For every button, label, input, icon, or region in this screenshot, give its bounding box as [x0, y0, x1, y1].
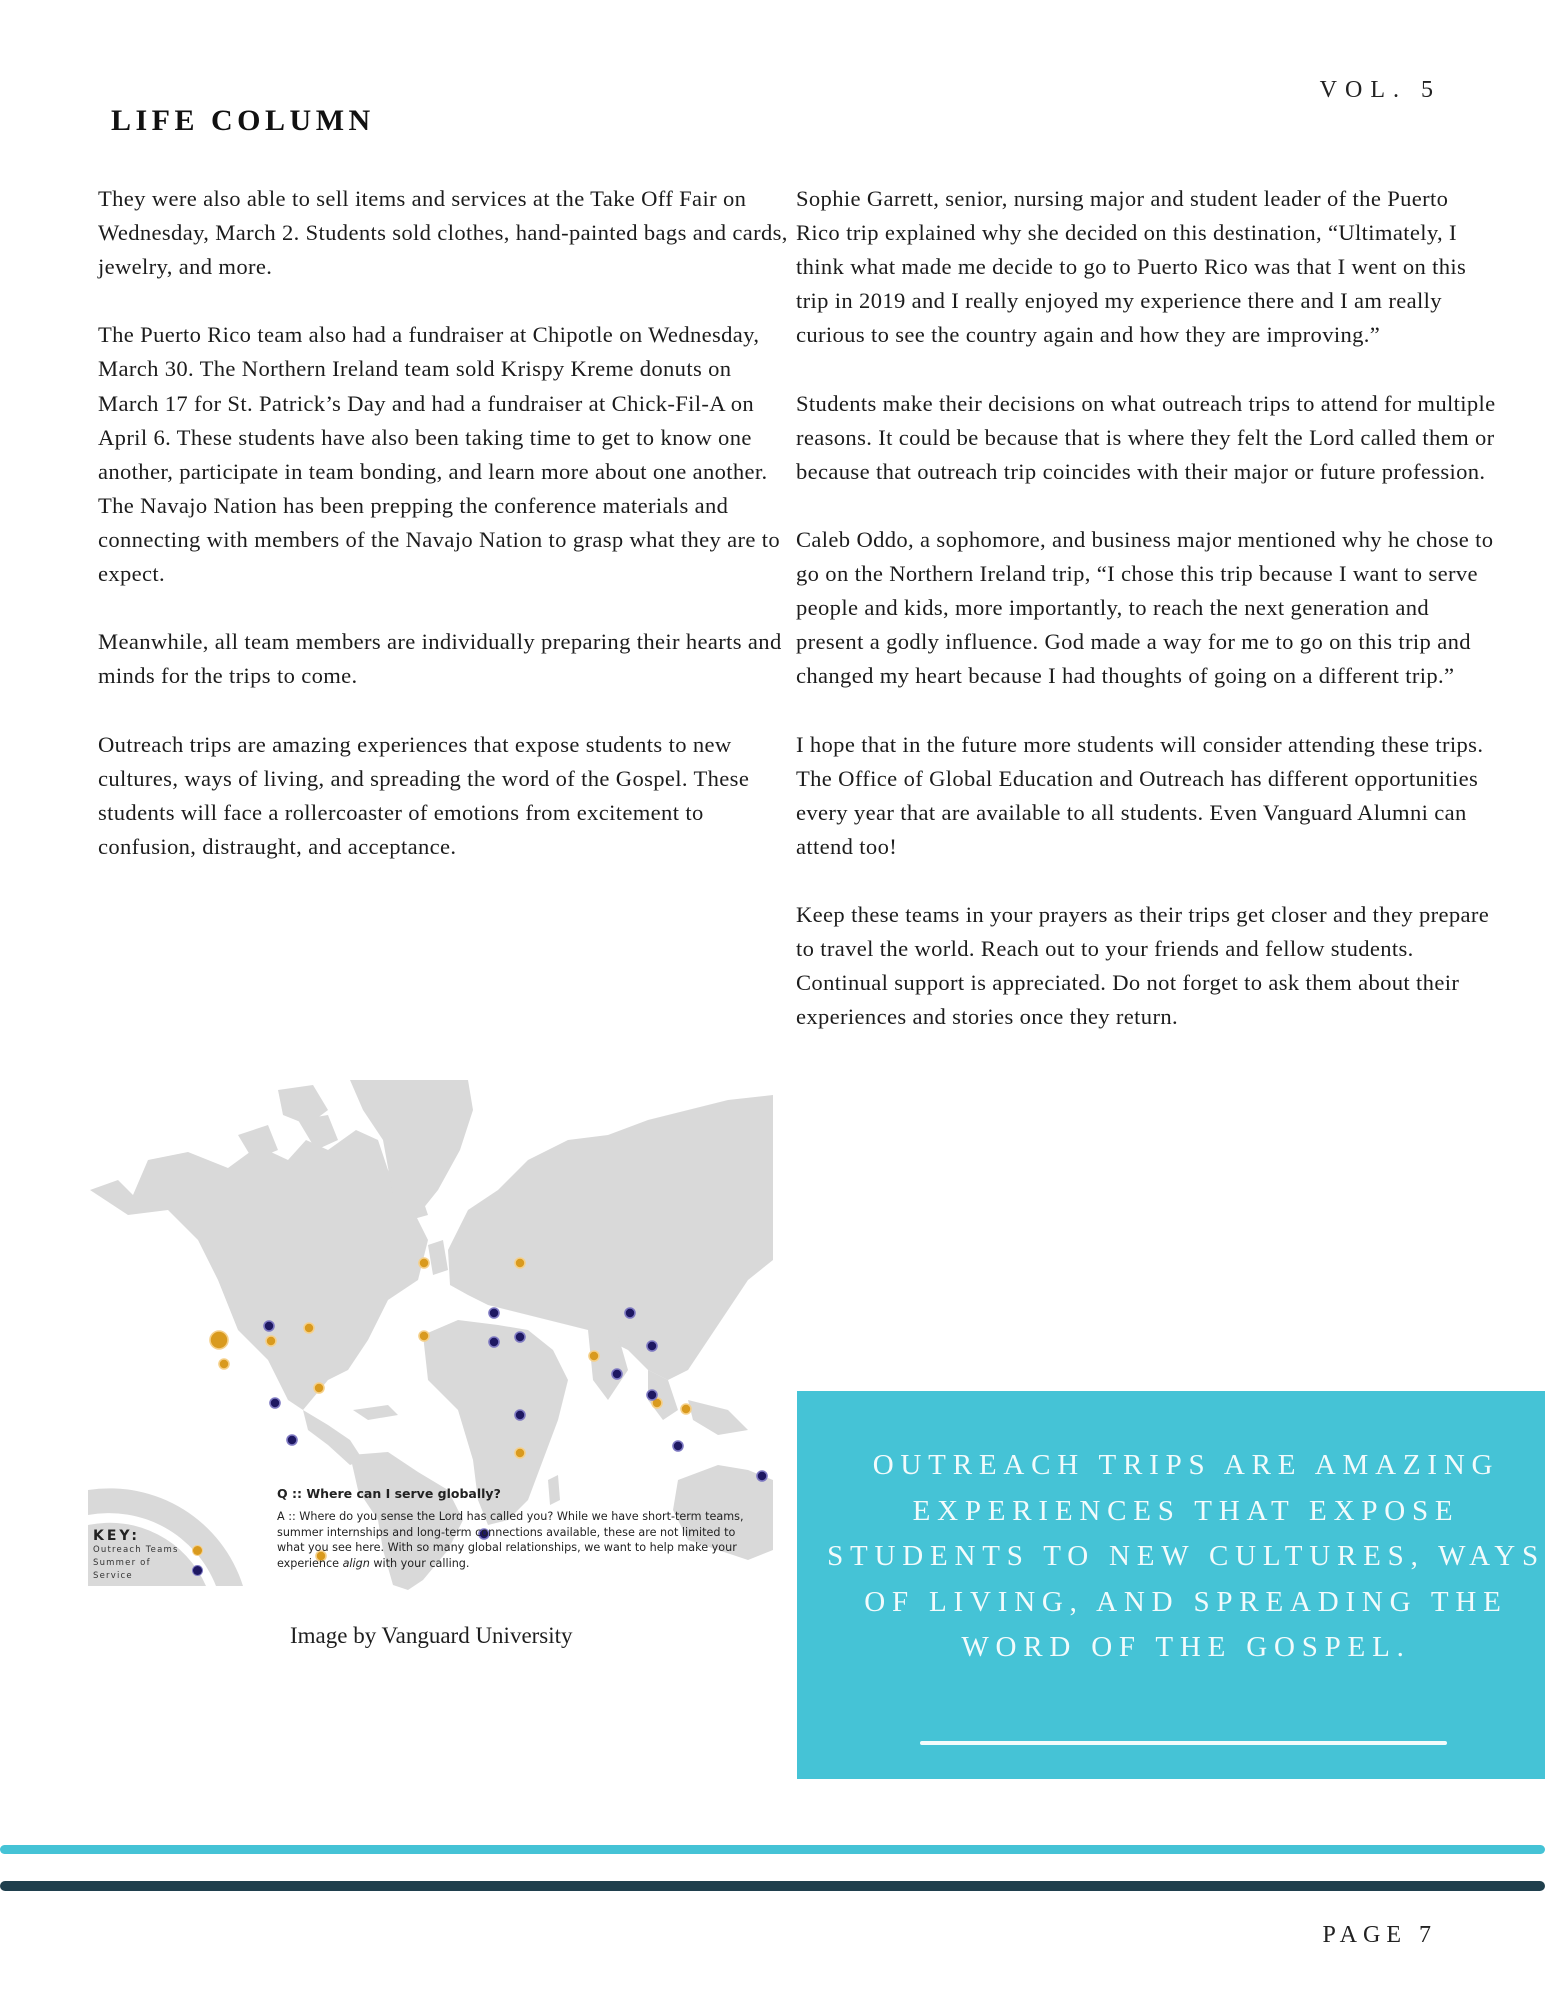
- pull-quote-text: OUTREACH TRIPS ARE AMAZING EXPERIENCES THAT EXPOSE STUDENTS TO NEW CULTURES, WAYS OF LIVING, AND SPREADING THE WORD OF THE GOSPEL.: [827, 1449, 1545, 1663]
- paragraph: I hope that in the future more students will consider attending these trips. The Office of Global Education and Outreach has different opportunities every year that are available to all students. Even Vanguard Alumni can attend too!: [796, 731, 1484, 859]
- paragraph: Meanwhile, all team members are individually preparing their hearts and minds for the trips to come.: [98, 629, 782, 689]
- paragraph: Outreach trips are amazing experiences that expose students to new cultures, ways of living, and spreading the word of the Gospel. These students will face a rollercoaster of emotions from excitement to confusion, distraught, and acceptance.: [98, 731, 750, 859]
- page-number: PAGE 7: [1322, 1922, 1437, 1948]
- paragraph: They were also able to sell items and services at the Take Off Fair on Wednesday, March 2. Students sold clothes, hand-painted bags and cards, jewelry, and more.: [98, 186, 788, 280]
- map-answer: [277, 1509, 762, 1571]
- map-question: Q :: Where can I serve globally?: [277, 1486, 501, 1501]
- answer-text: with your calling.: [369, 1556, 470, 1570]
- key-title: KEY:: [93, 1528, 140, 1544]
- paragraph: Students make their decisions on what outreach trips to attend for multiple reasons. It could be because that is where they felt the Lord called them or because that outreach trip coincides with their major or future profession.: [796, 390, 1496, 484]
- paragraph: Caleb Oddo, a sophomore, and business major mentioned why he chose to go on the Northern Ireland trip, “I chose this trip because I want to serve people and kids, more importantly, to reach the next generation and present a godly influence. God made a way for me to go on this trip and changed my heart because I had thoughts of going on a different trip.”: [796, 526, 1494, 689]
- article-right-column: [796, 182, 1496, 1068]
- paragraph: The Puerto Rico team also had a fundraiser at Chipotle on Wednesday, March 30. The Northern Ireland team sold Krispy Kreme donuts on March 17 for St. Patrick’s Day and had a fundraiser at Chick-Fil-A on April 6. These students have also been taking time to get to know one another, participate in team bonding, and learn more about one another. The Navajo Nation has been prepping the conference materials and connecting with members of the Navajo Nation to grasp what they are to expect.: [98, 322, 781, 587]
- image-caption: Image by Vanguard University: [290, 1623, 573, 1648]
- footer-dark-bar: [0, 1881, 1545, 1891]
- answer-text: A :: Where do you sense the Lord has called you? While we have short-term teams, summer internships and long-term connections available, these are not limited to what you see here. With so many global relationships, we want to help make your experience: [277, 1510, 744, 1570]
- key-label: Summer of Service: [93, 1558, 151, 1581]
- navy-dot-icon: [193, 1566, 202, 1575]
- key-label: Outreach Teams: [93, 1545, 179, 1555]
- pull-quote-divider: [920, 1741, 1447, 1745]
- gold-dot-icon: [193, 1546, 202, 1555]
- key-item-summer-of-service: [93, 1557, 202, 1583]
- article-left-column: [98, 182, 798, 898]
- volume-label: VOL. 5: [1319, 77, 1441, 103]
- map-key: [93, 1528, 202, 1583]
- map-qa: [277, 1486, 762, 1571]
- pull-quote-box: [797, 1391, 1545, 1779]
- paragraph: Sophie Garrett, senior, nursing major and student leader of the Puerto Rico trip explained why she decided on this destination, “Ultimately, I think what made me decide to go to Puerto Rico was that I went on this trip in 2019 and I really enjoyed my experience there and I am really curious to see the country again and how they are improving.”: [796, 186, 1467, 348]
- key-item-outreach-teams: [93, 1544, 202, 1557]
- paragraph: Keep these teams in your prayers as their trips get closer and they prepare to travel the world. Reach out to your friends and fellow students. Continual support is appreciated. Do not forget to ask them about their experiences and stories once they return.: [796, 901, 1490, 1030]
- section-title: LIFE COLUMN: [111, 104, 375, 137]
- answer-emphasis: align: [342, 1556, 370, 1570]
- footer-accent-bar: [0, 1845, 1545, 1854]
